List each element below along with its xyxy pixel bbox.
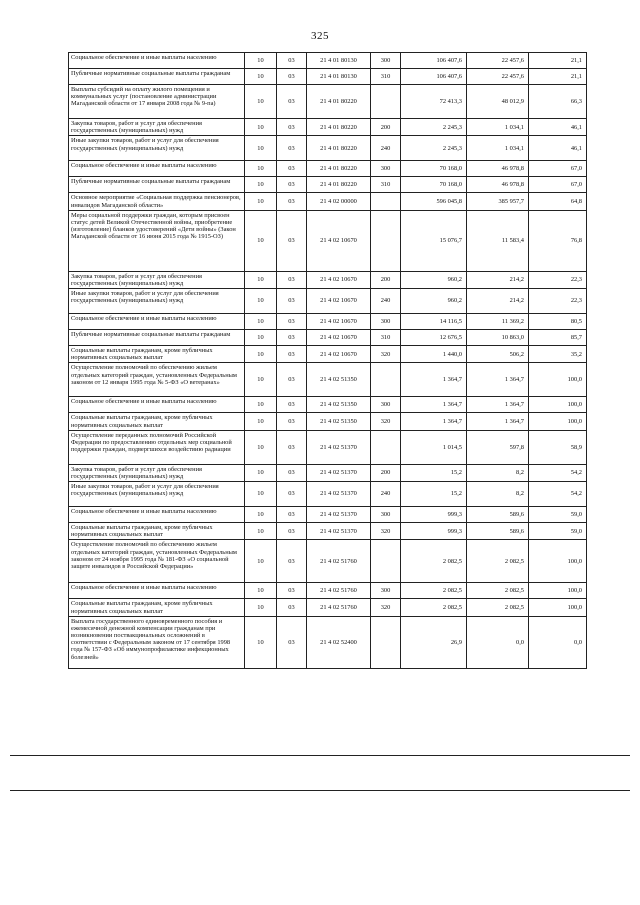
row-execution-percent: 21,1 — [529, 69, 587, 85]
row-execution-percent: 46,1 — [529, 119, 587, 136]
row-expense-type — [371, 193, 401, 210]
row-expense-type: 200 — [371, 271, 401, 288]
row-executed-amount: 1 364,7 — [467, 363, 529, 397]
row-name: Социальные выплаты гражданам, кроме публичных нормативных социальных выплат — [69, 599, 245, 616]
row-expense-type: 240 — [371, 289, 401, 314]
row-section: 10 — [245, 616, 277, 668]
row-section: 10 — [245, 136, 277, 161]
row-planned-amount: 960,2 — [401, 271, 467, 288]
table-row — [69, 69, 587, 85]
table-row — [69, 330, 587, 346]
row-target-article: 21 4 02 51350 — [307, 413, 371, 430]
row-subsection: 03 — [277, 136, 307, 161]
row-target-article: 21 4 02 10670 — [307, 346, 371, 363]
row-executed-amount: 1 364,7 — [467, 397, 529, 413]
table-row — [69, 616, 587, 668]
table-row — [69, 161, 587, 177]
row-name: Публичные нормативные социальные выплаты гражданам — [69, 69, 245, 85]
row-execution-percent: 100,0 — [529, 413, 587, 430]
row-subsection: 03 — [277, 616, 307, 668]
table-row — [69, 540, 587, 583]
row-section: 10 — [245, 507, 277, 523]
row-name: Иные закупки товаров, работ и услуг для обеспечения государственных (муниципальных) нужд — [69, 482, 245, 507]
row-name: Социальные выплаты гражданам, кроме публичных нормативных социальных выплат — [69, 346, 245, 363]
row-expense-type — [371, 540, 401, 583]
row-executed-amount: 1 364,7 — [467, 413, 529, 430]
row-target-article: 21 4 02 51370 — [307, 482, 371, 507]
row-section: 10 — [245, 85, 277, 119]
table-body — [69, 53, 587, 669]
row-target-article: 21 4 02 51350 — [307, 363, 371, 397]
table-row — [69, 397, 587, 413]
row-execution-percent: 0,0 — [529, 616, 587, 668]
row-section: 10 — [245, 482, 277, 507]
row-planned-amount: 2 082,5 — [401, 599, 467, 616]
row-execution-percent: 59,0 — [529, 507, 587, 523]
row-name: Выплата государственного единовременного пособия и ежемесячной денежной компенсации гражданам при возникновении поствакцинальных осложнений в соответствии с Федеральным законом от 17 сентября 1998 года № 157-ФЗ «Об иммунопрофилактике инфекционных болезней» — [69, 616, 245, 668]
row-planned-amount: 12 676,5 — [401, 330, 467, 346]
row-name: Меры социальной поддержки граждан, которым присвоен статус детей Великой Отечественной войны, приобретение (изготовление) бланков удостоверений «Дети войны» (Закон Магаданской области от 16 июня 2015 года № 1915-ОЗ) — [69, 210, 245, 271]
row-executed-amount: 11 583,4 — [467, 210, 529, 271]
row-planned-amount: 26,9 — [401, 616, 467, 668]
table-row — [69, 482, 587, 507]
row-planned-amount: 960,2 — [401, 289, 467, 314]
row-expense-type: 310 — [371, 69, 401, 85]
row-section: 10 — [245, 330, 277, 346]
row-planned-amount: 70 168,0 — [401, 177, 467, 193]
row-target-article: 21 4 02 51350 — [307, 397, 371, 413]
row-execution-percent: 22,3 — [529, 289, 587, 314]
row-planned-amount: 106 407,6 — [401, 69, 467, 85]
row-planned-amount: 1 364,7 — [401, 413, 467, 430]
row-execution-percent: 54,2 — [529, 464, 587, 481]
row-subsection: 03 — [277, 363, 307, 397]
row-subsection: 03 — [277, 330, 307, 346]
row-subsection: 03 — [277, 53, 307, 69]
row-execution-percent: 59,0 — [529, 523, 587, 540]
row-planned-amount: 15,2 — [401, 482, 467, 507]
table-row — [69, 507, 587, 523]
row-subsection: 03 — [277, 599, 307, 616]
row-target-article: 21 4 02 10670 — [307, 289, 371, 314]
row-expense-type: 320 — [371, 413, 401, 430]
table-row — [69, 136, 587, 161]
row-target-article: 21 4 02 10670 — [307, 210, 371, 271]
row-section: 10 — [245, 161, 277, 177]
row-planned-amount: 1 014,5 — [401, 430, 467, 464]
row-section: 10 — [245, 119, 277, 136]
row-target-article: 21 4 02 51760 — [307, 583, 371, 599]
row-execution-percent: 85,7 — [529, 330, 587, 346]
row-subsection: 03 — [277, 271, 307, 288]
row-executed-amount: 214,2 — [467, 289, 529, 314]
row-executed-amount: 46 978,8 — [467, 177, 529, 193]
row-executed-amount: 22 457,6 — [467, 53, 529, 69]
row-name: Основное мероприятие «Социальная поддержка пенсионеров, инвалидов Магаданской области» — [69, 193, 245, 210]
footer-rule — [10, 755, 630, 756]
row-target-article: 21 4 01 80220 — [307, 85, 371, 119]
row-target-article: 21 4 02 51760 — [307, 599, 371, 616]
table-row — [69, 289, 587, 314]
row-execution-percent: 64,8 — [529, 193, 587, 210]
row-target-article: 21 4 02 10670 — [307, 314, 371, 330]
row-planned-amount: 2 245,3 — [401, 136, 467, 161]
row-expense-type: 300 — [371, 583, 401, 599]
row-expense-type: 300 — [371, 314, 401, 330]
table-row — [69, 346, 587, 363]
footer-rule — [10, 790, 630, 791]
row-execution-percent: 100,0 — [529, 397, 587, 413]
row-execution-percent: 46,1 — [529, 136, 587, 161]
row-name: Осуществление полномочий по обеспечению жильем отдельных категорий граждан, установленных Федеральным законом от 24 ноября 1995 года № 181-ФЗ «О социальной защите инвалидов в Российской Федерации» — [69, 540, 245, 583]
row-execution-percent: 100,0 — [529, 583, 587, 599]
row-execution-percent: 76,8 — [529, 210, 587, 271]
row-target-article: 21 4 02 10670 — [307, 271, 371, 288]
row-execution-percent: 80,5 — [529, 314, 587, 330]
table-row — [69, 85, 587, 119]
row-target-article: 21 4 02 51370 — [307, 523, 371, 540]
row-section: 10 — [245, 599, 277, 616]
row-name: Выплаты субсидий на оплату жилого помещения и коммунальных услуг (постановление администрации Магаданской области от 17 января 2008 года № 9-па) — [69, 85, 245, 119]
row-expense-type: 320 — [371, 523, 401, 540]
row-section: 10 — [245, 69, 277, 85]
row-name: Социальное обеспечение и иные выплаты населению — [69, 583, 245, 599]
row-expense-type: 320 — [371, 599, 401, 616]
row-subsection: 03 — [277, 413, 307, 430]
row-section: 10 — [245, 464, 277, 481]
row-target-article: 21 4 01 80130 — [307, 53, 371, 69]
row-expense-type: 320 — [371, 346, 401, 363]
row-executed-amount: 385 957,7 — [467, 193, 529, 210]
row-subsection: 03 — [277, 289, 307, 314]
row-executed-amount: 46 978,8 — [467, 161, 529, 177]
table-row — [69, 314, 587, 330]
row-planned-amount: 15,2 — [401, 464, 467, 481]
row-expense-type — [371, 616, 401, 668]
row-executed-amount: 589,6 — [467, 523, 529, 540]
row-planned-amount: 1 440,0 — [401, 346, 467, 363]
row-planned-amount: 106 407,6 — [401, 53, 467, 69]
row-executed-amount: 597,8 — [467, 430, 529, 464]
row-planned-amount: 14 116,5 — [401, 314, 467, 330]
row-section: 10 — [245, 540, 277, 583]
row-expense-type — [371, 363, 401, 397]
row-executed-amount: 8,2 — [467, 464, 529, 481]
row-subsection: 03 — [277, 507, 307, 523]
row-name: Закупка товаров, работ и услуг для обеспечения государственных (муниципальных) нужд — [69, 464, 245, 481]
row-expense-type: 200 — [371, 464, 401, 481]
budget-table — [68, 52, 587, 669]
row-section: 10 — [245, 193, 277, 210]
row-subsection: 03 — [277, 314, 307, 330]
row-section: 10 — [245, 363, 277, 397]
row-subsection: 03 — [277, 193, 307, 210]
row-subsection: 03 — [277, 69, 307, 85]
row-section: 10 — [245, 177, 277, 193]
row-name: Социальное обеспечение и иные выплаты населению — [69, 397, 245, 413]
row-subsection: 03 — [277, 119, 307, 136]
row-planned-amount: 596 045,8 — [401, 193, 467, 210]
row-expense-type: 300 — [371, 161, 401, 177]
row-execution-percent: 58,9 — [529, 430, 587, 464]
row-executed-amount: 8,2 — [467, 482, 529, 507]
row-expense-type: 310 — [371, 330, 401, 346]
table-row — [69, 430, 587, 464]
row-target-article: 21 4 02 10670 — [307, 330, 371, 346]
row-name: Осуществление переданных полномочий Российской Федерации по предоставлению отдельных мер социальной поддержки граждан, подвергшихся воздействию радиации — [69, 430, 245, 464]
row-expense-type: 240 — [371, 136, 401, 161]
row-name: Закупка товаров, работ и услуг для обеспечения государственных (муниципальных) нужд — [69, 119, 245, 136]
row-planned-amount: 2 245,3 — [401, 119, 467, 136]
row-target-article: 21 4 02 51760 — [307, 540, 371, 583]
row-section: 10 — [245, 413, 277, 430]
row-subsection: 03 — [277, 346, 307, 363]
row-target-article: 21 4 02 51370 — [307, 430, 371, 464]
row-planned-amount: 999,3 — [401, 507, 467, 523]
row-executed-amount: 11 369,2 — [467, 314, 529, 330]
row-subsection: 03 — [277, 430, 307, 464]
row-executed-amount: 2 082,5 — [467, 540, 529, 583]
row-target-article: 21 4 02 51370 — [307, 507, 371, 523]
row-section: 10 — [245, 397, 277, 413]
row-executed-amount: 506,2 — [467, 346, 529, 363]
row-section: 10 — [245, 289, 277, 314]
row-name: Социальное обеспечение и иные выплаты населению — [69, 53, 245, 69]
row-planned-amount: 1 364,7 — [401, 397, 467, 413]
row-planned-amount: 999,3 — [401, 523, 467, 540]
row-target-article: 21 4 01 80220 — [307, 136, 371, 161]
row-section: 10 — [245, 346, 277, 363]
page-number: 325 — [311, 30, 329, 42]
row-executed-amount: 1 034,1 — [467, 119, 529, 136]
table-row — [69, 53, 587, 69]
row-section: 10 — [245, 523, 277, 540]
table-row — [69, 413, 587, 430]
row-executed-amount: 10 863,0 — [467, 330, 529, 346]
row-name: Социальное обеспечение и иные выплаты населению — [69, 314, 245, 330]
row-name: Социальные выплаты гражданам, кроме публичных нормативных социальных выплат — [69, 523, 245, 540]
row-planned-amount: 2 082,5 — [401, 583, 467, 599]
row-section: 10 — [245, 210, 277, 271]
row-name: Иные закупки товаров, работ и услуг для обеспечения государственных (муниципальных) нужд — [69, 136, 245, 161]
row-target-article: 21 4 02 00000 — [307, 193, 371, 210]
table-row — [69, 119, 587, 136]
row-expense-type — [371, 210, 401, 271]
row-execution-percent: 22,3 — [529, 271, 587, 288]
row-name: Осуществление полномочий по обеспечению жильем отдельных категорий граждан, установленных Федеральным законом от 12 января 1995 года № 5-ФЗ «О ветеранах» — [69, 363, 245, 397]
row-target-article: 21 4 02 52400 — [307, 616, 371, 668]
row-executed-amount: 2 082,5 — [467, 599, 529, 616]
row-expense-type: 240 — [371, 482, 401, 507]
row-name: Публичные нормативные социальные выплаты гражданам — [69, 330, 245, 346]
row-planned-amount: 72 413,3 — [401, 85, 467, 119]
row-name: Социальное обеспечение и иные выплаты населению — [69, 161, 245, 177]
row-expense-type: 300 — [371, 507, 401, 523]
row-name: Публичные нормативные социальные выплаты гражданам — [69, 177, 245, 193]
row-execution-percent: 21,1 — [529, 53, 587, 69]
row-executed-amount: 589,6 — [467, 507, 529, 523]
row-planned-amount: 2 082,5 — [401, 540, 467, 583]
row-subsection: 03 — [277, 482, 307, 507]
row-expense-type: 300 — [371, 397, 401, 413]
table-row — [69, 210, 587, 271]
table-row — [69, 599, 587, 616]
row-subsection: 03 — [277, 161, 307, 177]
table-row — [69, 271, 587, 288]
row-executed-amount: 214,2 — [467, 271, 529, 288]
row-executed-amount: 0,0 — [467, 616, 529, 668]
row-execution-percent: 67,0 — [529, 177, 587, 193]
row-subsection: 03 — [277, 523, 307, 540]
row-section: 10 — [245, 583, 277, 599]
row-name: Иные закупки товаров, работ и услуг для обеспечения государственных (муниципальных) нужд — [69, 289, 245, 314]
table-row — [69, 193, 587, 210]
row-executed-amount: 1 034,1 — [467, 136, 529, 161]
row-execution-percent: 67,0 — [529, 161, 587, 177]
row-target-article: 21 4 02 51370 — [307, 464, 371, 481]
table-row — [69, 177, 587, 193]
row-executed-amount: 2 082,5 — [467, 583, 529, 599]
row-section: 10 — [245, 314, 277, 330]
table-row — [69, 583, 587, 599]
row-section: 10 — [245, 430, 277, 464]
row-execution-percent: 100,0 — [529, 599, 587, 616]
row-executed-amount: 48 012,9 — [467, 85, 529, 119]
row-subsection: 03 — [277, 85, 307, 119]
row-name: Закупка товаров, работ и услуг для обеспечения государственных (муниципальных) нужд — [69, 271, 245, 288]
row-planned-amount: 1 364,7 — [401, 363, 467, 397]
row-name: Социальные выплаты гражданам, кроме публичных нормативных социальных выплат — [69, 413, 245, 430]
row-expense-type — [371, 85, 401, 119]
row-target-article: 21 4 01 80220 — [307, 161, 371, 177]
row-execution-percent: 100,0 — [529, 363, 587, 397]
row-target-article: 21 4 01 80220 — [307, 119, 371, 136]
row-expense-type: 310 — [371, 177, 401, 193]
row-section: 10 — [245, 271, 277, 288]
table-row — [69, 464, 587, 481]
row-subsection: 03 — [277, 583, 307, 599]
row-target-article: 21 4 01 80130 — [307, 69, 371, 85]
row-section: 10 — [245, 53, 277, 69]
row-name: Социальное обеспечение и иные выплаты населению — [69, 507, 245, 523]
row-expense-type: 300 — [371, 53, 401, 69]
row-planned-amount: 15 076,7 — [401, 210, 467, 271]
table-row — [69, 363, 587, 397]
table-row — [69, 523, 587, 540]
row-subsection: 03 — [277, 210, 307, 271]
row-execution-percent: 100,0 — [529, 540, 587, 583]
row-subsection: 03 — [277, 177, 307, 193]
row-executed-amount: 22 457,6 — [467, 69, 529, 85]
row-subsection: 03 — [277, 464, 307, 481]
row-subsection: 03 — [277, 397, 307, 413]
row-execution-percent: 66,3 — [529, 85, 587, 119]
row-expense-type: 200 — [371, 119, 401, 136]
row-planned-amount: 70 168,0 — [401, 161, 467, 177]
row-target-article: 21 4 01 80220 — [307, 177, 371, 193]
row-subsection: 03 — [277, 540, 307, 583]
row-execution-percent: 54,2 — [529, 482, 587, 507]
row-execution-percent: 35,2 — [529, 346, 587, 363]
row-expense-type — [371, 430, 401, 464]
